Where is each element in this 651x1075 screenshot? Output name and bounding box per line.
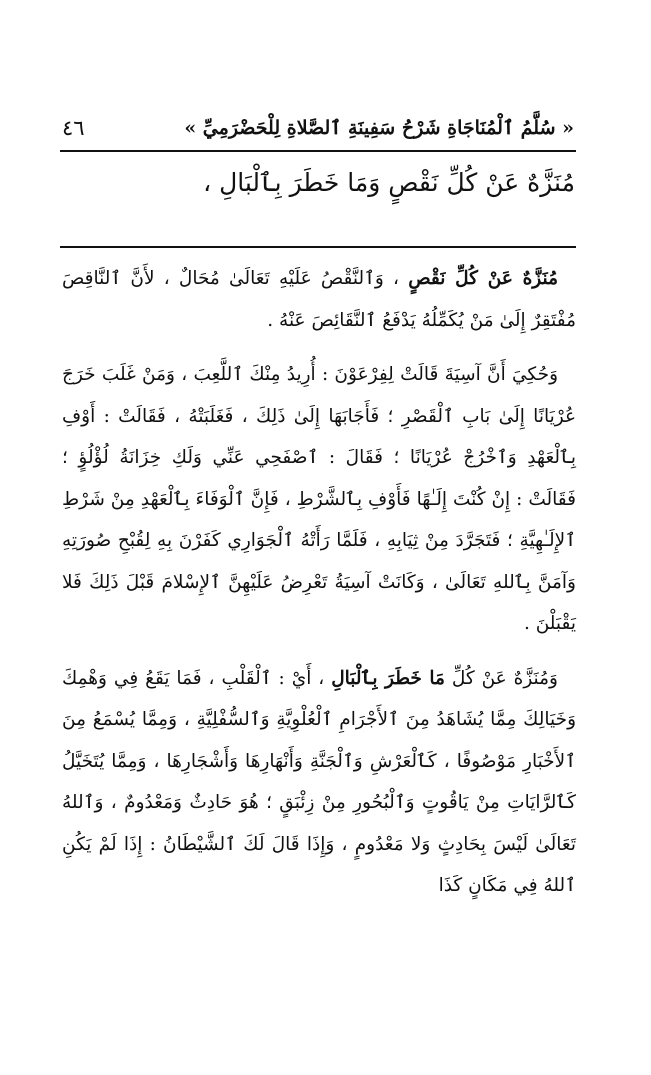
page-number: ٤٦ — [62, 116, 85, 140]
commentary-body — [62, 258, 576, 907]
header-divider — [60, 150, 576, 152]
paragraph-text: ، أَيْ : ٱلْقَلْبِ ، فَمَا يَقَعُ فِي وَهْمِكَ وَخَيَالِكَ مِمَّا يُشَاهَدُ مِنَ ٱلأَجْرَامِ ٱلْعُلْوِيَّةِ وَٱلسُّفْلِيَّةِ ، وَمِمَّا يُسْمَعُ مِنَ ٱلأَخْبَارِ مَوْصُوفًا ، كَٱلْعَرْشِ وَٱلْجَنَّةِ وَأَنْهَارِهَا وَأَشْجَارِهَا ، وَمِمَّا يُتَخَيَّلُ كَٱلرَّايَاتِ مِنْ يَاقُوتٍ وَٱلْبُحُورِ مِنْ زِئْبَقٍ ؛ هُوَ حَادِثٌ وَمَعْدُومٌ ، وَٱللهُ تَعَالَىٰ لَيْسَ بِحَادِثٍ وَلا مَعْدُومٍ ، وَإِذَا قَالَ لَكَ ٱلشَّيْطَانُ : إِذَا لَمْ يَكُنِ ٱللهُ فِي مَكَانٍ كَذَا — [62, 667, 576, 896]
paragraph-text: وَحُكِيَ أَنَّ آسِيَةَ قَالَتْ لِفِرْعَوْنَ : أُرِيدُ مِنْكَ ٱللَّعِبَ ، وَمَنْ غَلَبَ خَرَجَ عُرْيَانًا إِلَىٰ بَابِ ٱلْقَصْرِ ؛ فَأَجَابَهَا إِلَىٰ ذَلِكَ ، فَغَلَبَتْهُ ، فَقَالَتْ : أَوْفِ بِٱلْعَهْدِ وَٱخْرُجْ عُرْيَانًا ؛ فَقَالَ : ٱصْفَحِي عَنِّي وَلَكِ خِزَانَةُ لُؤْلُؤٍ ؛ فَقَالَتْ : إِنْ كُنْتَ إِلَـٰهًا فَأَوْفِ بِٱلشَّرْطِ ، فَإِنَّ ٱلْوَفَاءَ بِٱلْعَهْدِ مِنْ شَرْطِ ٱلإِلَـٰهِيَّةِ ؛ فَتَجَرَّدَ مِنْ ثِيَابِهِ ، فَلَمَّا رَأَتْهُ ٱلْجَوَارِي كَفَرْنَ بِهِ لِقُبْحِ صُورَتِهِ وَآمَنَّ بِٱللهِ تَعَالَىٰ ، وَكَانَتْ آسِيَةُ تَعْرِضُ عَلَيْهِنَّ ٱلإِسْلامَ قَبْلَ ذَلِكَ فَلا يَقْبَلْنَ . — [62, 364, 576, 634]
page-header — [62, 108, 574, 148]
lemma-quote: مُنَزَّهٌ عَنْ كُلِّ نَقْصٍ — [408, 268, 559, 289]
paragraph-lead: وَمُنَزَّهٌ عَنْ كُلِّ — [444, 667, 558, 689]
paragraph-text: ، وَٱلنَّقْصُ عَلَيْهِ تَعَالَىٰ مُحَالٌ ، لأَنَّ ٱلنَّاقِصَ مُفْتَقِرٌ إِلَىٰ مَنْ يُكَمِّلُهُ يَدْفَعُ ٱلنَّقَائِصَ عَنْهُ . — [62, 268, 576, 331]
commentary-paragraph — [62, 354, 576, 645]
running-title: « سُلَّمُ ٱلْمُنَاجَاةِ شَرْحُ سَفِينَةِ ٱلصَّلاةِ لِلْحَضْرَمِيِّ » — [184, 117, 574, 139]
matn-text: مُنَزَّهٌ عَنْ كُلِّ نَقْصٍ وَمَا خَطَرَ بِٱلْبَالِ ، — [203, 168, 575, 197]
matn-divider — [60, 246, 576, 248]
lemma-quote: مَا خَطَرَ بِٱلْبَالِ — [331, 667, 445, 689]
commentary-paragraph — [62, 258, 576, 341]
commentary-paragraph — [62, 658, 576, 907]
